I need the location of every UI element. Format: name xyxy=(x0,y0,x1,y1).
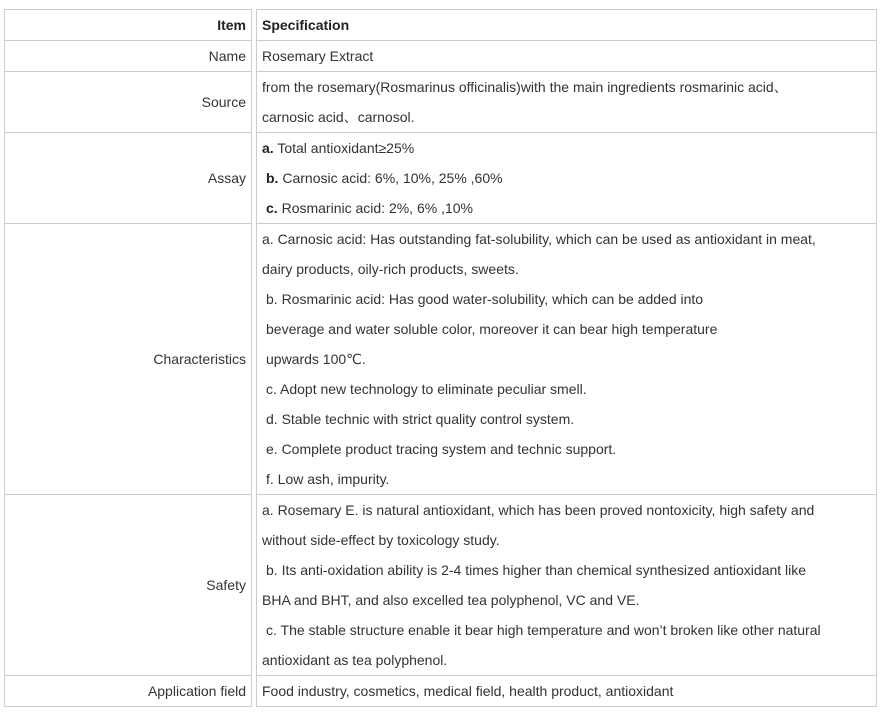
name-value: Rosemary Extract xyxy=(256,41,877,72)
application-value: Food industry, cosmetics, medical field, health product, antioxidant xyxy=(256,676,877,707)
header-item: Item xyxy=(217,17,246,33)
safety-line: without side-effect by toxicology study. xyxy=(262,532,500,548)
header-spec-cell xyxy=(256,9,877,41)
application-label: Application field xyxy=(4,676,252,707)
characteristics-line: e. Complete product tracing system and technic support. xyxy=(266,441,617,457)
table-row-characteristics xyxy=(4,224,877,495)
header-spec: Specification xyxy=(262,17,350,33)
table-row-name xyxy=(4,41,877,72)
assay-item: b. Carnosic acid: 6%, 10%, 25% ,60% xyxy=(266,170,503,186)
safety-line: b. Its anti-oxidation ability is 2-4 times higher than chemical synthesized antioxidant like xyxy=(266,562,807,578)
characteristics-line: b. Rosmarinic acid: Has good water-solubility, which can be added into xyxy=(266,291,704,307)
table-row-source xyxy=(4,72,877,133)
characteristics-line: d. Stable technic with strict quality control system. xyxy=(266,411,575,427)
source-line: carnosic acid、carnosol. xyxy=(262,109,415,125)
name-label: Name xyxy=(4,41,252,72)
table-header-row xyxy=(4,9,877,41)
specification-table xyxy=(4,9,877,707)
safety-label: Safety xyxy=(4,495,252,676)
characteristics-line: f. Low ash, impurity. xyxy=(266,471,390,487)
assay-item: c. Rosmarinic acid: 2%, 6% ,10% xyxy=(266,200,473,216)
assay-label: Assay xyxy=(4,133,252,224)
table-row-safety xyxy=(4,495,877,676)
characteristics-line: beverage and water soluble color, moreover it can bear high temperature xyxy=(266,321,718,337)
assay-item: a. Total antioxidant≥25% xyxy=(262,140,415,156)
assay-value xyxy=(256,133,877,224)
characteristics-value xyxy=(256,224,877,495)
source-value xyxy=(256,72,877,133)
safety-line: c. The stable structure enable it bear high temperature and won’t broken like other natural xyxy=(266,622,821,638)
header-item-cell xyxy=(4,9,252,41)
safety-value xyxy=(256,495,877,676)
characteristics-line: dairy products, oily-rich products, sweets. xyxy=(262,261,519,277)
characteristics-line: upwards 100℃. xyxy=(266,351,366,367)
source-line: from the rosemary(Rosmarinus officinalis)with the main ingredients rosmarinic acid、 xyxy=(262,79,788,95)
table-row-application xyxy=(4,676,877,707)
characteristics-label: Characteristics xyxy=(4,224,252,495)
table-row-assay xyxy=(4,133,877,224)
safety-line: antioxidant as tea polyphenol. xyxy=(262,652,448,668)
safety-line: BHA and BHT, and also excelled tea polyphenol, VC and VE. xyxy=(262,592,640,608)
characteristics-line: c. Adopt new technology to eliminate peculiar smell. xyxy=(266,381,587,397)
characteristics-line: a. Carnosic acid: Has outstanding fat-solubility, which can be used as antioxidant in meat, xyxy=(262,231,816,247)
safety-line: a. Rosemary E. is natural antioxidant, which has been proved nontoxicity, high safety and xyxy=(262,502,815,518)
source-label: Source xyxy=(4,72,252,133)
